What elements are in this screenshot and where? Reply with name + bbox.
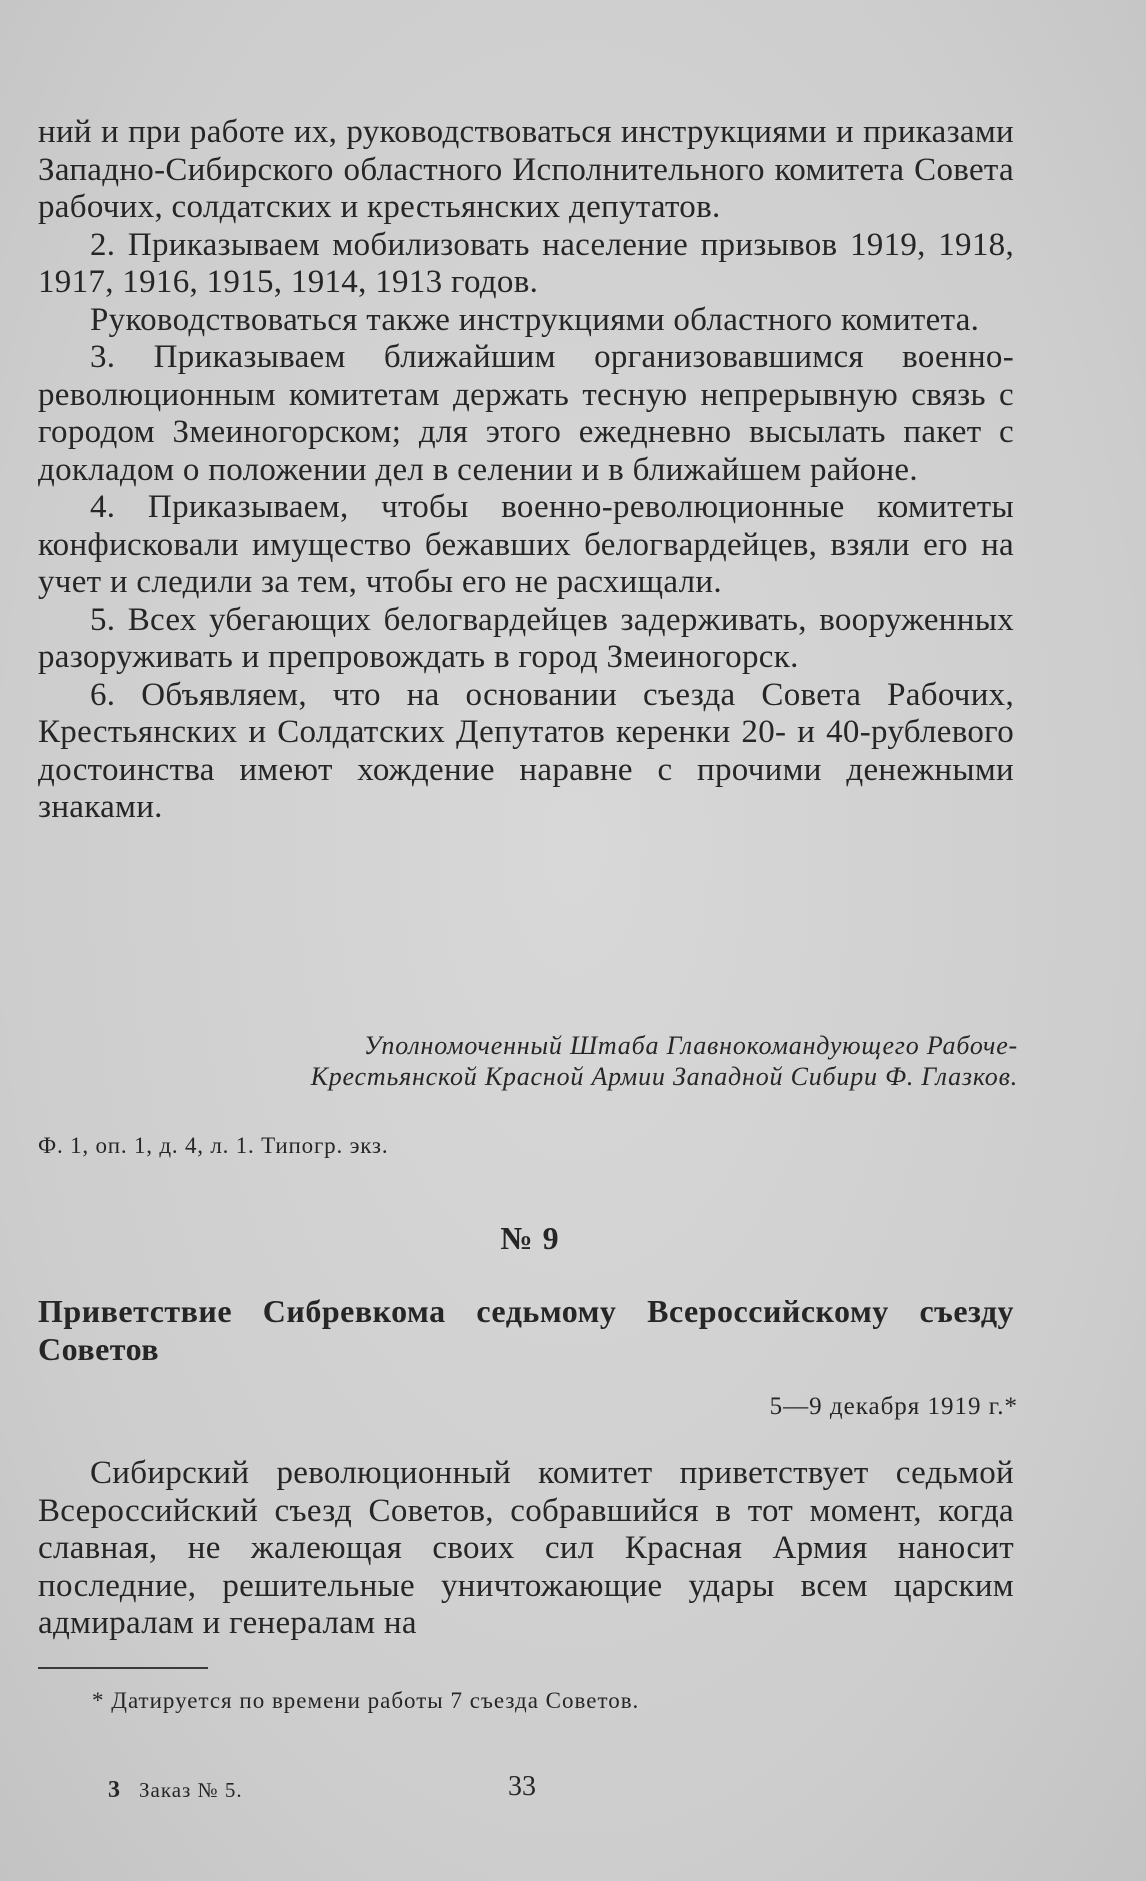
paragraph-item-3: 3. Приказываем ближайшим организовавшимся военно-революционным комитетам держать тесную непрерывную связь с городом Змеиногорском; для этого ежедневно высылать пакет с докладом о положении дел в селении и в ближайшем районе.: [38, 339, 1014, 488]
footnote: * Датируется по времени работы 7 съезда Советов.: [92, 1688, 640, 1713]
footnote-divider: [38, 1667, 208, 1669]
archive-reference: Ф. 1, оп. 1, д. 4, л. 1. Типогр. экз.: [38, 1133, 389, 1158]
paragraph-item-2: 2. Приказываем мобилизовать население призывов 1919, 1918, 1917, 1916, 1915, 1914, 1913 годов.: [38, 226, 1014, 300]
print-footer: [108, 1777, 243, 1804]
paragraph-item-5: 5. Всех убегающих белогвардейцев задерживать, вооруженных разоруживать и препровождать в город Змеиногорск.: [38, 601, 1014, 675]
order-number: Заказ № 5.: [139, 1778, 243, 1802]
greeting-text: [38, 1455, 1014, 1643]
paragraph-instructions: Руководствоваться также инструкциями областного комитета.: [90, 301, 980, 338]
document-number: № 9: [500, 1220, 560, 1256]
paragraph-continuation: ний и при работе их, руководствоваться инструкциями и приказами Западно-Сибирского областного Исполнительного комитета Совета рабочих, солдатских и крестьянских депутатов.: [38, 114, 1014, 225]
paragraph-item-4: 4. Приказываем, чтобы военно-революционные комитеты конфисковали имущество бежавших белогвардейцев, взяли его на учет и следили за тем, чтобы его не расхищали.: [38, 489, 1014, 600]
signature-block: Уполномоченный Штаба Главнокомандующего Рабоче-Крестьянской Красной Армии Западной Сибири Ф. Глазков.: [310, 1031, 1018, 1091]
paragraph-item-6: 6. Объявляем, что на основании съезда Совета Рабочих, Крестьянских и Солдатских Депутатов керенки 20- и 40-рублевого достоинства имеют хождение наравне с прочими денежными знаками.: [38, 676, 1014, 825]
document-title: Приветствие Сибревкома седьмому Всероссийскому съезду Советов: [38, 1293, 1014, 1367]
greeting-paragraph: Сибирский революционный комитет приветствует седьмой Всероссийский съезд Советов, собравшийся в тот момент, когда славная, не жалеющая своих сил Красная Армия наносит последние, решительные уничтожающие удары всем царским адмиралам и генералам на: [38, 1455, 1014, 1641]
page-number: 33: [508, 1771, 536, 1802]
sheet-number: 3: [108, 1777, 121, 1803]
order-text: [38, 114, 1014, 827]
document-date: 5—9 декабря 1919 г.*: [769, 1393, 1018, 1420]
